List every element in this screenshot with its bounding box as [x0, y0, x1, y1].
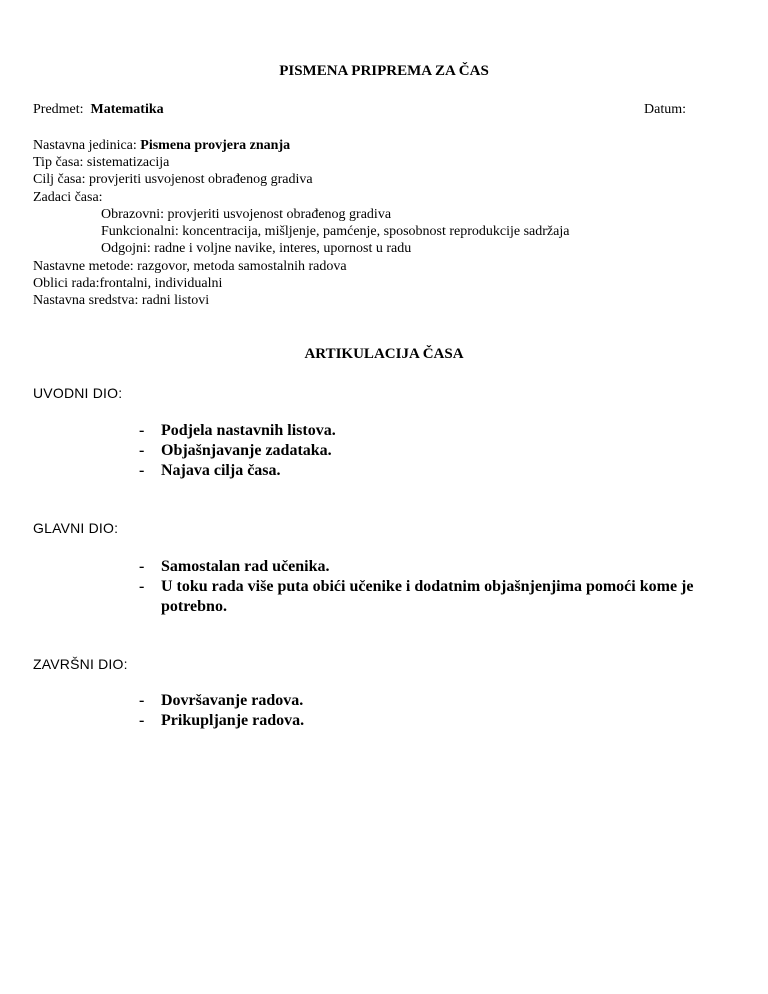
nastavna-jedinica-value: Pismena provjera znanja [140, 138, 291, 153]
oblici-rada-line: Oblici rada:frontalni, individualni [33, 276, 223, 291]
nastavna-jedinica-label: Nastavna jedinica: [33, 138, 137, 153]
predmet-value: Matematika [90, 102, 164, 117]
zadatak-funkcionalni: Funkcionalni: koncentracija, mišljenje, pamćenje, sposobnost reprodukcije sadržaja [101, 224, 570, 239]
document-title: PISMENA PRIPREMA ZA ČAS [279, 63, 489, 79]
artikulacija-title: ARTIKULACIJA ČASA [304, 346, 464, 362]
list-item: - Prikupljanje radova. [139, 712, 305, 729]
section-heading-zavrsni: ZAVRŠNI DIO: [33, 656, 128, 672]
list-item: - Samostalan rad učenika. [139, 558, 330, 575]
nastavne-metode-line: Nastavne metode: razgovor, metoda samostalnih radova [33, 259, 347, 274]
list-item: - Najava cilja časa. [139, 462, 281, 479]
zadaci-casa-line: Zadaci časa: [33, 190, 103, 205]
list-item: - U toku rada više puta obići učenike i dodatnim objašnjenjima pomoći kome je potrebno. [139, 578, 694, 615]
zadatak-obrazovni: Obrazovni: provjeriti usvojenost obrađenog gradiva [101, 207, 392, 222]
bullet-list-zavrsni [139, 691, 729, 731]
section-heading-uvodni: UVODNI DIO: [33, 385, 123, 401]
datum-label: Datum: [644, 102, 686, 117]
zadatak-odgojni: Odgojni: radne i voljne navike, interes, upornost u radu [101, 241, 412, 256]
bullet-list-glavni [139, 557, 729, 617]
predmet-label: Predmet: [33, 102, 84, 117]
list-item: - Dovršavanje radova. [139, 692, 304, 709]
bullet-list-uvodni [139, 421, 729, 481]
cilj-casa-line: Cilj časa: provjeriti usvojenost obrađenog gradiva [33, 172, 313, 187]
nastavna-sredstva-line: Nastavna sredstva: radni listovi [33, 293, 210, 308]
section-heading-glavni: GLAVNI DIO: [33, 520, 119, 536]
list-item: - Podjela nastavnih listova. [139, 422, 336, 439]
predmet-row [33, 102, 164, 118]
nastavna-jedinica-row [33, 137, 290, 154]
tip-casa-line: Tip časa: sistematizacija [33, 155, 170, 170]
list-item: - Objašnjavanje zadataka. [139, 442, 332, 459]
